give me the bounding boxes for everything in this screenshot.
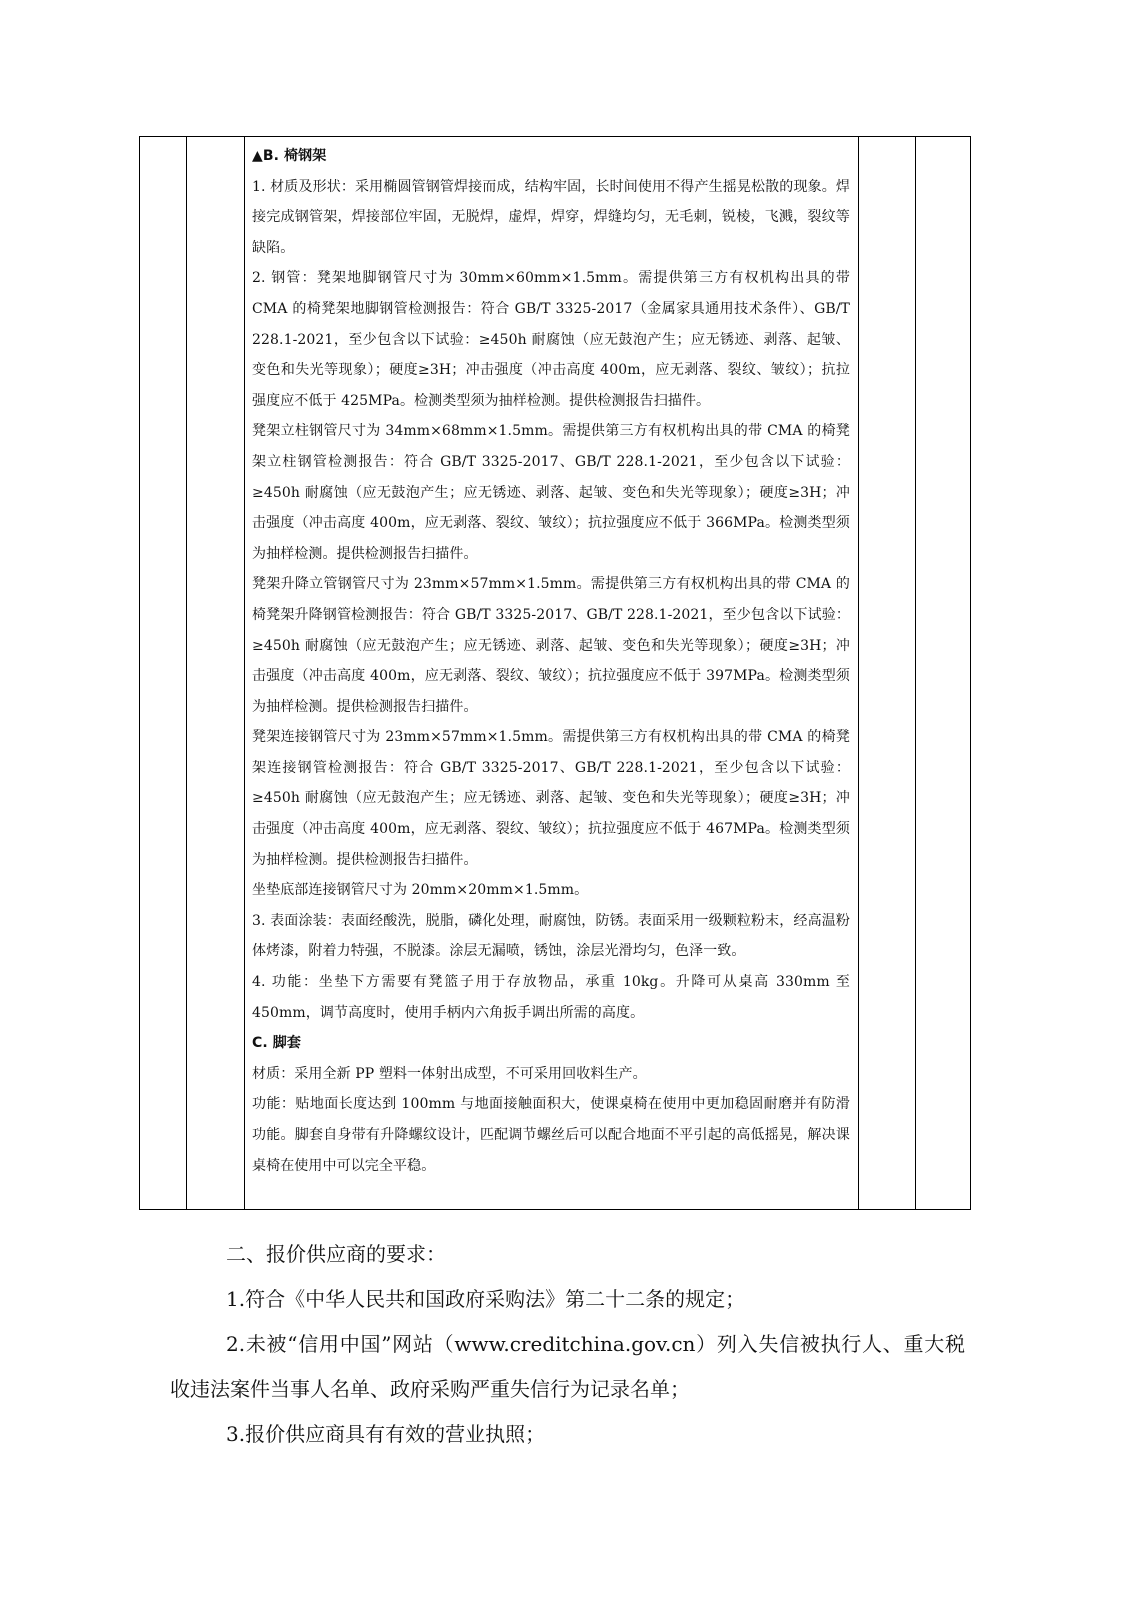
column-divider	[244, 137, 245, 1209]
spec-paragraph: 凳架升降立管钢管尺寸为 23mm×57mm×1.5mm。需提供第三方有权机构出具的带 CMA 的椅凳架升降钢管检测报告：符合 GB/T 3325-2017、GB/T 228.1-2021，至少包含以下试验：≥450h 耐腐蚀（应无鼓泡产生；应无锈迹、剥落、起皱、变色和失光等现象）；硬度≥3H；冲击强度（冲击高度 400m，应无剥落、裂纹、皱纹）；抗拉强度应不低于 397MPa。检测类型须为抽样检测。提供检测报告扫描件。	[252, 576, 850, 715]
section-b-heading: ▲B. 椅钢架	[252, 148, 327, 164]
spec-paragraph: 材质：采用全新 PP 塑料一体射出成型，不可采用回收料生产。	[252, 1065, 647, 1082]
column-divider	[186, 137, 187, 1209]
supplier-requirements	[170, 1232, 965, 1457]
spec-paragraph: 1. 材质及形状：采用椭圆管钢管焊接而成，结构牢固，长时间使用不得产生摇晃松散的现象。焊接完成钢管架，焊接部位牢固，无脱焊，虚焊，焊穿，焊缝均匀，无毛刺，锐棱，飞溅，裂纹等缺陷。	[252, 178, 850, 256]
column-divider	[915, 137, 916, 1209]
spec-paragraph: 3. 表面涂装：表面经酸洗，脱脂，磷化处理，耐腐蚀，防锈。表面采用一级颗粒粉末，经高温粉体烤漆，附着力特强，不脱漆。涂层无漏喷，锈蚀，涂层光滑均匀，色泽一致。	[252, 912, 850, 960]
section-c-heading: C. 脚套	[252, 1035, 301, 1052]
spec-paragraph: 2. 钢管：凳架地脚钢管尺寸为 30mm×60mm×1.5mm。需提供第三方有权机构出具的带 CMA 的椅凳架地脚钢管检测报告：符合 GB/T 3325-2017（金属家具通用技术条件）、GB/T 228.1-2021，至少包含以下试验：≥450h 耐腐蚀（应无鼓泡产生；应无锈迹、剥落、起皱、变色和失光等现象）；硬度≥3H；冲击强度（冲击高度 400m，应无剥落、裂纹、皱纹）；抗拉强度应不低于 425MPa。检测类型须为抽样检测。提供检测报告扫描件。	[252, 270, 850, 409]
requirement-item: 2.未被“信用中国”网站（www.creditchina.gov.cn）列入失信被执行人、重大税收违法案件当事人名单、政府采购严重失信行为记录名单；	[170, 1332, 965, 1401]
spec-paragraph: 4. 功能：坐垫下方需要有凳篮子用于存放物品，承重 10kg。升降可从桌高 330mm 至 450mm，调节高度时，使用手柄内六角扳手调出所需的高度。	[252, 974, 850, 1021]
spec-paragraph: 凳架立柱钢管尺寸为 34mm×68mm×1.5mm。需提供第三方有权机构出具的带 CMA 的椅凳架立柱钢管检测报告：符合 GB/T 3325-2017、GB/T 228.1-2021，至少包含以下试验：≥450h 耐腐蚀（应无鼓泡产生；应无锈迹、剥落、起皱、变色和失光等现象）；硬度≥3H；冲击强度（冲击高度 400m，应无剥落、裂纹、皱纹）；抗拉强度应不低于 366MPa。检测类型须为抽样检测。提供检测报告扫描件。	[252, 423, 850, 562]
requirement-item: 1.符合《中华人民共和国政府采购法》第二十二条的规定；	[226, 1287, 746, 1311]
spec-table	[139, 136, 971, 1210]
spec-paragraph: 坐垫底部连接钢管尺寸为 20mm×20mm×1.5mm。	[252, 882, 589, 899]
spec-paragraph: 功能：贴地面长度达到 100mm 与地面接触面积大，使课桌椅在使用中更加稳固耐磨并有防滑功能。脚套自身带有升降螺纹设计，匹配调节螺丝后可以配合地面不平引起的高低摇晃，解决课桌椅在使用中可以完全平稳。	[252, 1096, 850, 1174]
spec-paragraph: 凳架连接钢管尺寸为 23mm×57mm×1.5mm。需提供第三方有权机构出具的带 CMA 的椅凳架连接钢管检测报告：符合 GB/T 3325-2017、GB/T 228.1-2021，至少包含以下试验：≥450h 耐腐蚀（应无鼓泡产生；应无锈迹、剥落、起皱、变色和失光等现象）；硬度≥3H；冲击强度（冲击高度 400m，应无剥落、裂纹、皱纹）；抗拉强度应不低于 467MPa。检测类型须为抽样检测。提供检测报告扫描件。	[252, 729, 850, 868]
requirement-item: 3.报价供应商具有有效的营业执照；	[226, 1422, 546, 1446]
column-divider	[858, 137, 859, 1209]
spec-cell	[252, 141, 850, 1181]
section-heading: 二、报价供应商的要求：	[226, 1242, 446, 1266]
